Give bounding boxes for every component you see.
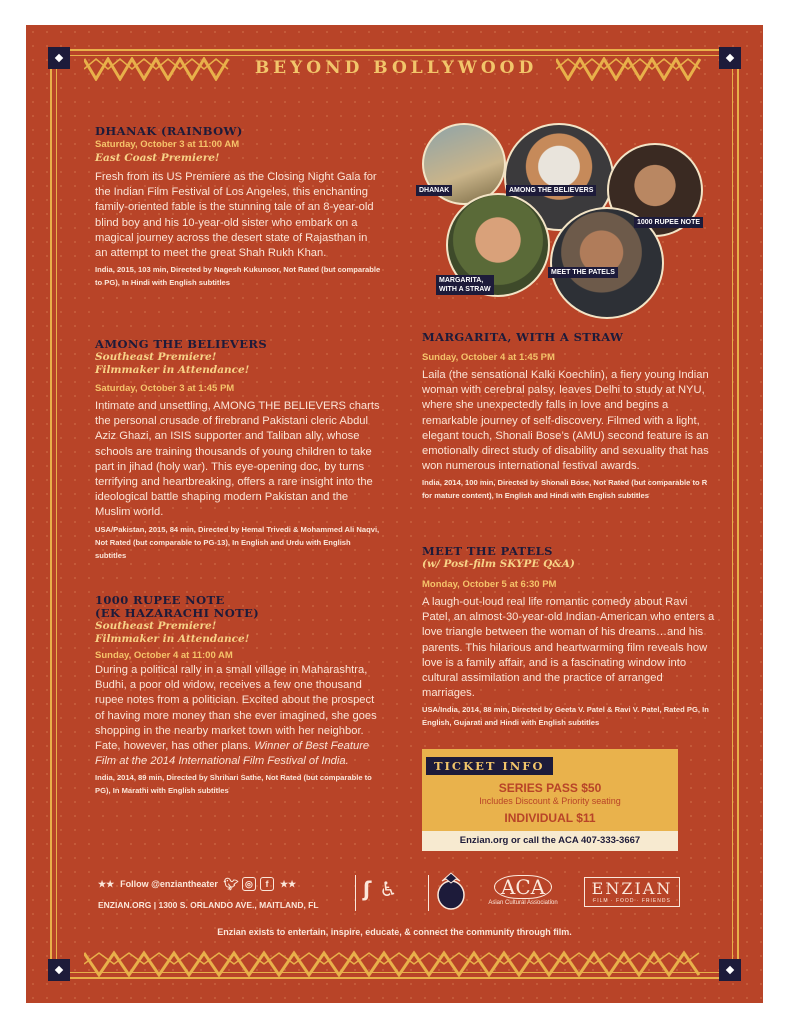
premiere-note: East Coast Premiere! (95, 152, 220, 164)
attendance-note: Filmmaker in Attendance! (95, 633, 250, 645)
twitter-icon[interactable]: 🐦︎ (223, 877, 239, 891)
mission-statement: Enzian exists to entertain, inspire, educate, & connect the community through film. (217, 927, 572, 937)
individual-price: INDIVIDUAL $11 (504, 811, 596, 825)
film-title-alt: (EK HAZARACHI NOTE) (95, 606, 260, 620)
ticket-contact[interactable]: Enzian.org or call the ACA 407-333-3667 (422, 831, 678, 851)
photo-collage (419, 123, 712, 313)
film-description: A laugh-out-loud real life romantic comedy about Ravi Patel, an almost-30-year-old Indian-American who enters a love triangle between the woman of his dreams…and his parents. This hilarious and heartwarming film reveals how love is a family affair, and is a fascinating window into cultural assimilation and the practice of arranged marriages. (422, 596, 715, 700)
film-title: MEET THE PATELS (422, 544, 553, 558)
film-credits: India, 2014, 89 min, Directed by Shrihari Sathe, Not Rated (but comparable to PG), In Marathi with English subtitles (95, 773, 372, 796)
film-credits: India, 2014, 100 min, Directed by Shonali Bose, Not Rated (but comparable to R for mature content), In English and Hindi with English subtitles (422, 478, 708, 501)
film-credits: USA/Pakistan, 2015, 84 min, Directed by Hemal Trivedi & Mohammed Ali Naqvi, Not Rated (but comparable to PG-13), In English and Urdu with English subtitles (95, 524, 380, 560)
film-patels (422, 545, 716, 729)
showtime: Sunday, October 4 at 1:45 PM (422, 352, 555, 363)
zigzag-ornament-bottom (84, 949, 704, 979)
divider (355, 875, 356, 911)
film-title: 1000 RUPEE NOTE (95, 593, 225, 607)
photo-label: AMONG THE BELIEVERS (506, 185, 596, 196)
showtime: Sunday, October 4 at 11:00 AM (95, 650, 233, 661)
social-icons (224, 877, 274, 891)
film-title: DHANAK (RAINBOW) (95, 124, 243, 138)
showtime: Saturday, October 3 at 11:00 AM (95, 139, 240, 150)
facebook-icon[interactable]: f (260, 877, 274, 891)
series-pass-note: Includes Discount & Priority seating (479, 796, 621, 806)
enzian-tagline: FILM · FOOD · FRIENDS (593, 898, 671, 904)
aca-name: Asian Cultural Association (488, 900, 558, 906)
film-description: Intimate and unsettling, AMONG THE BELIEVERS charts the personal crusade of firebrand Pakistani cleric Abdul Aziz Ghazi, an ISIS supporter and Taliban ally, whose schools are training thousands of young children to take part in jihad (holy war). This eye-opening doc, by turns terrifying and heartbreaking, offers a rare insight into the ideological battle shaping modern Pakistan and the Muslim world. (95, 400, 380, 519)
film-believers (95, 338, 381, 562)
instagram-icon[interactable]: ◎ (242, 877, 256, 891)
accessibility-icons (363, 877, 397, 901)
film-margarita (422, 331, 716, 502)
premiere-note: Southeast Premiere! (95, 620, 217, 632)
photo-label: MEET THE PATELS (548, 267, 618, 278)
film-title: MARGARITA, WITH A STRAW (422, 330, 624, 344)
film-description: Fresh from its US Premiere as the Closing Night Gala for the Indian Film Festival of Los Angeles, this enchanting family-oriented fable is the stunning tale of an 8-year-old blind boy and his 10-year-old sister who embark on a magical journey across the desert state of Rajasthan in an attempt to meet the great Shah Rukh Khan. (95, 171, 377, 260)
film-credits: USA/India, 2014, 88 min, Directed by Geeta V. Patel & Ravi V. Patel, Rated PG, In English, Gujarati and Hindi with English subtitles (422, 705, 709, 728)
ticket-info-box (422, 749, 678, 851)
star-ornament: ★★ (279, 878, 297, 889)
footer-social (98, 877, 319, 910)
film-description (95, 663, 385, 769)
event-note: (w/ Post-film SKYPE Q&A) (422, 558, 575, 570)
showtime: Monday, October 5 at 6:30 PM (422, 579, 557, 590)
enzian-logo (584, 877, 680, 907)
corner-ornament (48, 959, 70, 981)
banner-title: BEYOND BOLLYWOOD (254, 58, 538, 78)
photo-label: MARGARITA, WITH A STRAW (436, 275, 494, 295)
partner-logo-icon (436, 871, 466, 911)
address[interactable]: ENZIAN.ORG | 1300 S. ORLANDO AVE., MAITLAND, FL (98, 900, 319, 910)
zigzag-ornament (84, 57, 234, 81)
award-note: Winner of Best Feature Film at the 2014 International Film Festival of India. (95, 740, 370, 768)
aca-wordmark: ACA (494, 875, 552, 899)
premiere-note: Southeast Premiere! (95, 351, 217, 363)
film-rupee-note (95, 594, 385, 797)
photo-label: DHANAK (416, 185, 452, 196)
film-dhanak (95, 125, 381, 289)
film-title: AMONG THE BELIEVERS (95, 337, 268, 351)
series-pass-price: SERIES PASS $50 (498, 781, 602, 795)
enzian-wordmark: ENZIAN (591, 879, 673, 898)
attendance-note: Filmmaker in Attendance! (95, 364, 250, 376)
poster (26, 25, 763, 1003)
wheelchair-icon: ♿︎ (379, 877, 398, 901)
film-credits: India, 2015, 103 min, Directed by Nagesh Kukunoor, Not Rated (but comparable to PG), In Hindi with English subtitles (95, 265, 381, 288)
corner-ornament (719, 47, 741, 69)
film-description: Laila (the sensational Kalki Koechlin), a fiery young Indian woman with cerebral palsy, leaves Delhi to study at NYU, where she unexpectedly falls in love and begins a remarkable journey of self-discovery. Filmed with a light, elegant touch, Shonali Bose’s (AMU) second feature is an emotionally direct study of disability and sexuality that has won numerous international festival awards. (422, 369, 709, 473)
divider (428, 875, 429, 911)
hearing-assist-icon: ʃ (363, 877, 372, 901)
description-text: During a political rally in a small village in Maharashtra, Budhi, a poor old widow, receives a few one thousand rupee notes from a politician. Excited about the prospect of having more money than she ever imagined, she goes shopping in the nearby market town with her neighbor. Fate, however, has other plans. (95, 664, 377, 753)
zigzag-ornament (556, 57, 706, 81)
corner-ornament (719, 959, 741, 981)
ticket-heading: TICKET INFO (426, 757, 553, 775)
aca-logo (484, 875, 562, 906)
photo-label: 1000 RUPEE NOTE (634, 217, 703, 228)
follow-text[interactable]: Follow @enziantheater (120, 879, 218, 889)
star-ornament: ★★ (98, 878, 115, 889)
showtime: Saturday, October 3 at 1:45 PM (95, 383, 235, 394)
corner-ornament (48, 47, 70, 69)
